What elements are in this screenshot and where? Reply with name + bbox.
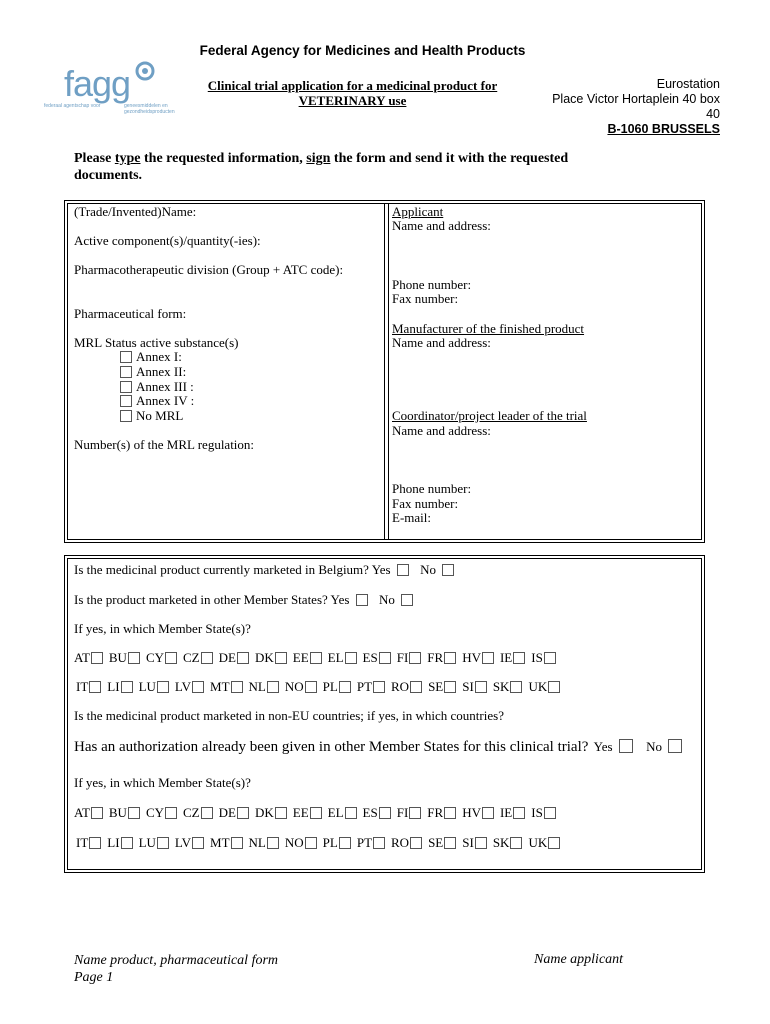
instr-part1: Please (74, 151, 115, 166)
fagg-logo: fagg (64, 63, 131, 104)
member-state-label: EE (292, 650, 309, 665)
member-state-mt-checkbox[interactable] (231, 837, 243, 849)
member-state-label: EL (327, 650, 344, 665)
member-state-label: CZ (183, 805, 200, 820)
footer-product-form: Name product, pharmaceutical form (74, 953, 279, 968)
form-title-line2: VETERINARY use (298, 93, 407, 108)
no-mrl-checkbox[interactable] (120, 410, 132, 422)
member-state-label: LU (138, 835, 156, 850)
member-state-label: SK (492, 835, 510, 850)
member-state-fi-option[interactable] (397, 805, 422, 821)
pharmaco-division-label: Pharmacotherapeutic division (Group + ATC code): (74, 262, 344, 277)
member-state-is-checkbox[interactable] (544, 807, 556, 819)
member-state-label: LU (138, 679, 156, 694)
member-state-lv-checkbox[interactable] (192, 837, 204, 849)
annex-ii-label: Annex II: (136, 364, 187, 379)
member-state-cz-option[interactable] (183, 805, 213, 821)
marketed-belgium-no-checkbox[interactable] (442, 564, 454, 576)
member-state-el-checkbox[interactable] (345, 652, 357, 664)
no-label: No (646, 739, 662, 754)
member-state-ee-option[interactable] (293, 650, 322, 666)
member-state-sk-option[interactable] (493, 835, 523, 851)
agency-name: Federal Agency for Medicines and Health Products (199, 43, 526, 58)
member-state-label: DE (218, 650, 236, 665)
member-state-cz-checkbox[interactable] (201, 807, 213, 819)
logo-subtext-right (124, 103, 175, 115)
member-state-uk-checkbox[interactable] (548, 837, 560, 849)
member-state-label: IE (499, 805, 513, 820)
member-state-lu-checkbox[interactable] (157, 837, 169, 849)
member-state-label: CY (145, 805, 165, 820)
member-state-label: LI (107, 835, 120, 850)
member-state-label: IT (76, 835, 89, 850)
marketed-belgium-question (74, 562, 458, 578)
member-state-se-option[interactable] (428, 835, 456, 851)
annex-i-label: Annex I: (136, 349, 182, 364)
annex-i-option[interactable] (120, 350, 182, 365)
which-member-states-label: If yes, in which Member State(s)? (74, 621, 251, 636)
member-state-nl-option[interactable] (249, 835, 279, 851)
member-state-label: ES (362, 805, 378, 820)
footer-applicant: Name applicant (534, 952, 624, 967)
member-state-ee-checkbox[interactable] (310, 807, 322, 819)
member-state-it-checkbox[interactable] (89, 837, 101, 849)
footer-left (74, 952, 278, 986)
member-state-pl-checkbox[interactable] (339, 837, 351, 849)
applicant-phone-label: Phone number: (392, 277, 472, 292)
member-state-is-option[interactable] (531, 650, 556, 666)
member-state-si-checkbox[interactable] (475, 681, 487, 693)
member-state-label: EE (292, 805, 309, 820)
member-state-at-checkbox[interactable] (91, 807, 103, 819)
member-state-label: SI (462, 835, 474, 850)
member-state-label: AT (74, 805, 90, 820)
member-state-pt-option[interactable] (357, 679, 385, 695)
non-eu-question: Is the medicinal product marketed in non-EU countries; if yes, in which countries? (74, 708, 504, 723)
member-state-li-option[interactable] (107, 679, 132, 695)
member-state-nl-checkbox[interactable] (267, 681, 279, 693)
member-state-label: UK (528, 679, 548, 694)
footer-page-number: Page 1 (74, 970, 114, 985)
member-state-de-option[interactable] (219, 805, 249, 821)
member-state-cy-option[interactable] (146, 805, 177, 821)
member-state-label: ES (362, 650, 378, 665)
member-state-label: IS (531, 805, 543, 820)
member-state-dk-checkbox[interactable] (275, 807, 287, 819)
member-state-de-checkbox[interactable] (237, 652, 249, 664)
form-title (190, 78, 515, 108)
no-label: No (420, 562, 437, 577)
instr-part3: the form and send it with the requested (330, 151, 569, 166)
member-state-nl-option[interactable] (249, 679, 279, 695)
member-state-mt-checkbox[interactable] (231, 681, 243, 693)
member-state-fi-checkbox[interactable] (409, 652, 421, 664)
member-state-label: CY (145, 650, 165, 665)
member-state-label: PT (356, 835, 373, 850)
yes-label: Yes (593, 739, 613, 754)
member-state-label: HV (462, 650, 481, 665)
member-state-lu-option[interactable] (139, 835, 169, 851)
which-member-states-label-2: If yes, in which Member State(s)? (74, 775, 251, 790)
member-state-ie-option[interactable] (500, 650, 525, 666)
trade-name-label: (Trade/Invented)Name: (74, 204, 197, 219)
member-state-li-option[interactable] (107, 835, 132, 851)
member-state-is-option[interactable] (531, 805, 556, 821)
coordinator-phone-label: Phone number: (392, 481, 472, 496)
no-label: No (378, 592, 395, 607)
member-state-si-option[interactable] (462, 679, 487, 695)
member-state-cy-option[interactable] (146, 650, 177, 666)
logo-subtext-right-2: gezondheidsproducten (124, 109, 175, 115)
member-state-pt-checkbox[interactable] (373, 837, 385, 849)
member-state-label: AT (74, 650, 90, 665)
active-component-label: Active component(s)/quantity(-ies): (74, 233, 261, 248)
member-state-ro-option[interactable] (391, 679, 422, 695)
member-state-label: SI (462, 679, 474, 694)
member-state-el-option[interactable] (328, 805, 357, 821)
member-state-cy-checkbox[interactable] (165, 652, 177, 664)
member-state-label: NO (284, 835, 304, 850)
no-mrl-option[interactable] (120, 409, 183, 424)
marketed-member-states-question (74, 592, 417, 608)
annex-ii-option[interactable] (120, 365, 186, 380)
member-state-hv-option[interactable] (462, 650, 494, 666)
annex-iv-checkbox[interactable] (120, 395, 132, 407)
member-state-cy-checkbox[interactable] (165, 807, 177, 819)
member-state-de-checkbox[interactable] (237, 807, 249, 819)
member-state-label: CZ (183, 650, 200, 665)
member-state-label: SK (492, 679, 510, 694)
member-state-fr-option[interactable] (427, 805, 456, 821)
member-state-label: BU (108, 805, 127, 820)
member-state-no-option[interactable] (285, 679, 317, 695)
address-line-1: Eurostation (656, 77, 720, 91)
member-state-dk-checkbox[interactable] (275, 652, 287, 664)
member-state-label: IS (531, 650, 543, 665)
no-mrl-label: No MRL (136, 408, 184, 423)
member-state-it-option[interactable] (76, 835, 101, 851)
mrl-regulation-label: Number(s) of the MRL regulation: (74, 437, 255, 452)
member-state-ro-checkbox[interactable] (410, 837, 422, 849)
member-state-mt-option[interactable] (210, 835, 243, 851)
member-state-cz-option[interactable] (183, 650, 213, 666)
member-state-es-option[interactable] (363, 650, 391, 666)
member-state-si-checkbox[interactable] (475, 837, 487, 849)
logo-subtext-left: federaal agentschap voor (44, 103, 101, 109)
authorization-question (74, 739, 686, 756)
member-state-label: FR (427, 805, 444, 820)
manufacturer-heading: Manufacturer of the finished product (392, 321, 585, 336)
coordinator-email-label: E-mail: (392, 510, 431, 525)
member-state-se-checkbox[interactable] (444, 681, 456, 693)
member-state-label: LV (174, 835, 192, 850)
member-state-nl-checkbox[interactable] (267, 837, 279, 849)
member-state-label: RO (391, 679, 410, 694)
member-state-label: IE (499, 650, 513, 665)
member-state-label: NL (248, 835, 266, 850)
authorization-text: Has an authorization already been given in other Member States for this clinical trial? (74, 739, 589, 755)
member-state-pl-checkbox[interactable] (339, 681, 351, 693)
member-state-at-option[interactable] (74, 650, 103, 666)
marketed-member-states-yes-checkbox[interactable] (356, 594, 368, 606)
member-state-el-option[interactable] (328, 650, 357, 666)
address-city: B-1060 BRUSSELS (607, 122, 720, 136)
member-state-no-checkbox[interactable] (305, 837, 317, 849)
applicant-fax-label: Fax number: (392, 291, 459, 306)
instr-sign: sign (306, 151, 331, 166)
member-state-es-checkbox[interactable] (379, 807, 391, 819)
member-state-ro-checkbox[interactable] (410, 681, 422, 693)
authorization-yes-checkbox[interactable] (619, 739, 633, 753)
member-state-lv-option[interactable] (175, 835, 204, 851)
column-divider (384, 203, 385, 539)
address-line-2: Place Victor Hortaplein 40 box (552, 92, 720, 106)
member-state-fi-option[interactable] (397, 650, 422, 666)
member-state-bu-option[interactable] (109, 650, 140, 666)
member-state-hv-checkbox[interactable] (482, 652, 494, 664)
member-state-label: NO (284, 679, 304, 694)
member-state-label: SE (428, 835, 444, 850)
member-state-dk-option[interactable] (255, 805, 287, 821)
member-state-no-checkbox[interactable] (305, 681, 317, 693)
applicant-heading: Applicant (392, 204, 444, 219)
member-state-bu-checkbox[interactable] (128, 807, 140, 819)
member-state-fr-option[interactable] (427, 650, 456, 666)
member-state-ie-checkbox[interactable] (513, 652, 525, 664)
member-state-se-option[interactable] (428, 679, 456, 695)
member-state-label: UK (528, 835, 548, 850)
member-state-fr-checkbox[interactable] (444, 652, 456, 664)
member-state-uk-option[interactable] (528, 835, 560, 851)
member-state-hv-checkbox[interactable] (482, 807, 494, 819)
annex-iii-checkbox[interactable] (120, 381, 132, 393)
form-title-line1: Clinical trial application for a medicinal product for (207, 78, 498, 93)
coordinator-fax-label: Fax number: (392, 496, 459, 511)
member-state-ro-option[interactable] (391, 835, 422, 851)
marketed-member-states-no-checkbox[interactable] (401, 594, 413, 606)
member-state-pl-option[interactable] (323, 679, 351, 695)
member-states-row-1 (74, 650, 562, 666)
member-state-at-option[interactable] (74, 805, 103, 821)
member-state-de-option[interactable] (219, 650, 249, 666)
member-state-es-checkbox[interactable] (379, 652, 391, 664)
member-state-label: PT (356, 679, 373, 694)
member-state-li-checkbox[interactable] (121, 681, 133, 693)
logo-swirl-icon (134, 60, 156, 82)
coordinator-name-address-label: Name and address: (392, 423, 491, 438)
member-state-ee-option[interactable] (293, 805, 322, 821)
member-state-mt-option[interactable] (210, 679, 243, 695)
mrl-status-label: MRL Status active substance(s) (74, 335, 239, 350)
member-state-label: LI (107, 679, 120, 694)
instructions (74, 150, 674, 184)
member-state-el-checkbox[interactable] (345, 807, 357, 819)
applicant-name-address-label: Name and address: (392, 218, 491, 233)
member-state-pl-option[interactable] (323, 835, 351, 851)
member-state-it-checkbox[interactable] (89, 681, 101, 693)
member-states-row-2 (76, 679, 566, 695)
annex-iii-label: Annex III : (136, 379, 194, 394)
member-state-is-checkbox[interactable] (544, 652, 556, 664)
member-states-row-3 (74, 805, 562, 821)
member-state-sk-checkbox[interactable] (510, 837, 522, 849)
member-state-no-option[interactable] (285, 835, 317, 851)
member-state-uk-checkbox[interactable] (548, 681, 560, 693)
member-state-label: MT (210, 835, 230, 850)
authorization-no-checkbox[interactable] (668, 739, 682, 753)
member-state-pt-checkbox[interactable] (373, 681, 385, 693)
member-state-lu-option[interactable] (139, 679, 169, 695)
member-state-label: RO (391, 835, 410, 850)
member-state-label: FR (427, 650, 444, 665)
marketed-belgium-yes-checkbox[interactable] (397, 564, 409, 576)
marketed-member-states-text: Is the product marketed in other Member States? Yes (74, 592, 350, 607)
member-state-ee-checkbox[interactable] (310, 652, 322, 664)
member-state-sk-checkbox[interactable] (510, 681, 522, 693)
member-state-label: DE (218, 805, 236, 820)
member-state-label: DK (254, 805, 274, 820)
member-state-ie-option[interactable] (500, 805, 525, 821)
member-states-row-4 (76, 835, 566, 851)
member-state-at-checkbox[interactable] (91, 652, 103, 664)
member-state-ie-checkbox[interactable] (513, 807, 525, 819)
member-state-label: MT (210, 679, 230, 694)
member-state-cz-checkbox[interactable] (201, 652, 213, 664)
annex-iv-label: Annex IV : (136, 393, 195, 408)
member-state-label: PL (322, 679, 338, 694)
instr-line2: documents. (74, 168, 143, 183)
marketed-belgium-text: Is the medicinal product currently marketed in Belgium? Yes (74, 562, 391, 577)
coordinator-heading: Coordinator/project leader of the trial (392, 408, 587, 423)
member-state-label: SE (428, 679, 444, 694)
member-state-label: EL (327, 805, 344, 820)
member-state-label: FI (396, 805, 409, 820)
member-state-label: PL (322, 835, 338, 850)
member-state-bu-checkbox[interactable] (128, 652, 140, 664)
member-state-li-checkbox[interactable] (121, 837, 133, 849)
instr-part2: the requested information, (140, 151, 307, 166)
instr-type: type (114, 151, 141, 166)
column-divider-2 (388, 203, 389, 539)
member-state-label: NL (248, 679, 266, 694)
address-line-3: 40 (706, 107, 720, 121)
annex-ii-checkbox[interactable] (120, 366, 132, 378)
member-state-lv-option[interactable] (175, 679, 204, 695)
member-state-label: BU (108, 650, 127, 665)
member-state-lu-checkbox[interactable] (157, 681, 169, 693)
member-state-label: DK (254, 650, 274, 665)
member-state-uk-option[interactable] (528, 679, 560, 695)
member-state-si-option[interactable] (462, 835, 487, 851)
member-state-pt-option[interactable] (357, 835, 385, 851)
annex-i-checkbox[interactable] (120, 351, 132, 363)
agency-address (552, 77, 720, 137)
member-state-dk-option[interactable] (255, 650, 287, 666)
member-state-it-option[interactable] (76, 679, 101, 695)
member-state-lv-checkbox[interactable] (192, 681, 204, 693)
member-state-sk-option[interactable] (493, 679, 523, 695)
member-state-se-checkbox[interactable] (444, 837, 456, 849)
member-state-label: LV (174, 679, 192, 694)
member-state-bu-option[interactable] (109, 805, 140, 821)
member-state-hv-option[interactable] (462, 805, 494, 821)
member-state-label: HV (462, 805, 481, 820)
pharmaceutical-form-label: Pharmaceutical form: (74, 306, 187, 321)
member-state-fr-checkbox[interactable] (444, 807, 456, 819)
annex-iv-option[interactable] (120, 394, 194, 409)
manufacturer-name-address-label: Name and address: (392, 335, 491, 350)
member-state-fi-checkbox[interactable] (409, 807, 421, 819)
logo-subtext-right-1: geneesmiddelen en (124, 103, 168, 109)
member-state-label: FI (396, 650, 409, 665)
member-state-label: IT (76, 679, 89, 694)
member-state-es-option[interactable] (363, 805, 391, 821)
